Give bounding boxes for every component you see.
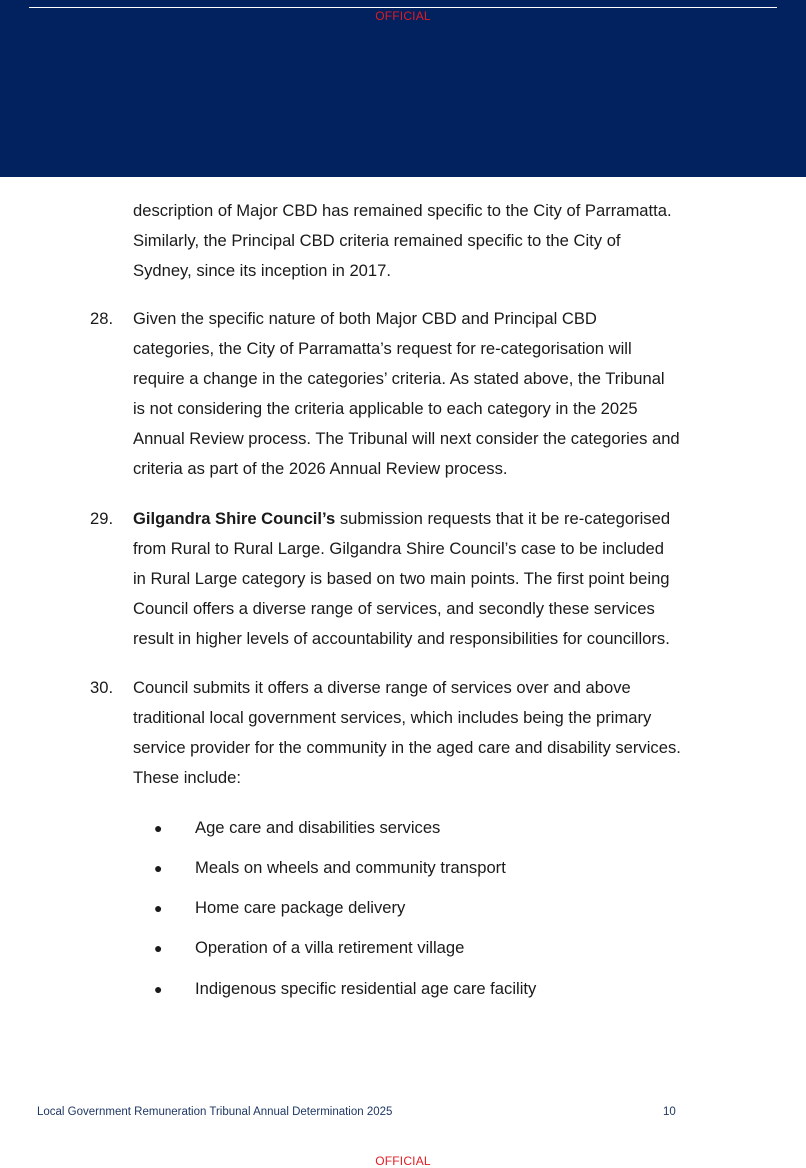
bullet-icon: ●: [154, 940, 163, 956]
text-line: service provider for the community in the aged care and disability services.: [133, 738, 681, 758]
text-line: require a change in the categories’ criteria. As stated above, the Tribunal: [133, 369, 665, 389]
bullet-icon: ●: [154, 900, 163, 916]
list-item: [150, 816, 710, 840]
bullet-icon: ●: [154, 820, 163, 836]
footer-document-title: Local Government Remuneration Tribunal Annual Determination 2025: [37, 1106, 393, 1118]
list-item-text: Meals on wheels and community transport: [195, 858, 506, 877]
text-line: [133, 504, 733, 534]
text-run: submission requests that it be re-categorised: [335, 509, 671, 528]
text-line: categories, the City of Parramatta’s request for re-categorisation will: [133, 339, 632, 359]
classification-marking-bottom: OFFICIAL: [375, 1154, 431, 1168]
text-line: traditional local government services, which includes being the primary: [133, 708, 652, 728]
text-line: result in higher levels of accountability and responsibilities for councillors.: [133, 629, 670, 649]
text-line: criteria as part of the 2026 Annual Review process.: [133, 459, 508, 479]
text-line: These include:: [133, 768, 241, 788]
list-item-text: Operation of a villa retirement village: [195, 938, 465, 957]
paragraph-28: [133, 304, 733, 485]
list-item: [150, 896, 710, 920]
list-item: [150, 977, 710, 1001]
paragraph-number: 30.: [90, 678, 114, 697]
text-line: Similarly, the Principal CBD criteria remained specific to the City of: [133, 231, 621, 251]
text-line: is not considering the criteria applicable to each category in the 2025: [133, 399, 638, 419]
footer-page-number: 10: [663, 1106, 676, 1118]
list-item-text: Indigenous specific residential age care facility: [195, 979, 537, 998]
text-line: Council submits it offers a diverse range of services over and above: [133, 678, 631, 697]
paragraph-number: 29.: [90, 509, 114, 528]
council-name-bold: Gilgandra Shire Council’s: [133, 509, 336, 528]
bullet-icon: ●: [154, 981, 163, 997]
header-band: [0, 0, 806, 177]
text-line: Given the specific nature of both Major CBD and Principal CBD: [133, 309, 597, 328]
classification-marking-top: OFFICIAL: [375, 9, 431, 23]
paragraph-27-continuation: [133, 196, 733, 286]
text-line: in Rural Large category is based on two main points. The first point being: [133, 569, 670, 589]
text-line: Sydney, since its inception in 2017.: [133, 261, 391, 281]
paragraph-29: [133, 504, 733, 654]
list-item: [150, 936, 710, 960]
bullet-icon: ●: [154, 860, 163, 876]
list-item-text: Age care and disabilities services: [195, 818, 441, 837]
text-line: Council offers a diverse range of services, and secondly these services: [133, 599, 655, 619]
list-item-text: Home care package delivery: [195, 898, 406, 917]
paragraph-30: [133, 673, 733, 793]
list-item: [150, 856, 710, 880]
text-line: description of Major CBD has remained specific to the City of Parramatta.: [133, 201, 672, 220]
text-line: from Rural to Rural Large. Gilgandra Shire Council’s case to be included: [133, 539, 664, 559]
header-rule: [29, 7, 777, 8]
paragraph-number: 28.: [90, 309, 114, 328]
text-line: Annual Review process. The Tribunal will next consider the categories and: [133, 429, 680, 449]
